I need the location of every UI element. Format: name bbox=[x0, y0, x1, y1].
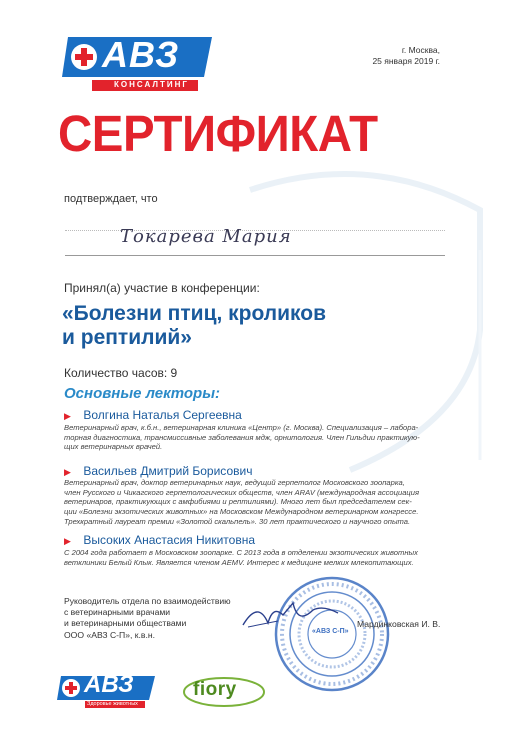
confirms-text: подтверждает, что bbox=[64, 193, 158, 205]
desc-line: Ветеринарный врач, доктор ветеринарных наук, ведущий герпетолог Московского зоопарка, bbox=[64, 478, 405, 487]
lecturer-1-description bbox=[64, 423, 449, 452]
desc-line: ции «Болезни экзотических животных» на Московском Международном ветеринарном конгрессе. bbox=[64, 507, 419, 517]
logo-subtext: КОНСАЛТИНГ bbox=[114, 80, 189, 89]
lecturer-1 bbox=[64, 406, 242, 424]
fiory-text: fiory bbox=[193, 679, 237, 700]
conference-title bbox=[62, 302, 442, 350]
lecturer-name: Высоких Анастасия Никитовна bbox=[83, 533, 256, 547]
desc-line: щих ветеринарных врачей. bbox=[64, 442, 163, 452]
lecturer-name: Волгина Наталья Сергеевна bbox=[83, 408, 242, 422]
bullet-icon: ▶ bbox=[64, 411, 71, 421]
recipient-name: Токарева Мария bbox=[120, 226, 292, 247]
desc-line: торная диагностика, трансмиссивные заболевания мдж, орнитология. Член Гильдии практикую- bbox=[64, 432, 420, 442]
bottom-logo-subtext: Здоровье животных bbox=[87, 701, 138, 707]
desc-line: член Русского и Чикагского герпетологических обществ, член ARAV (международная ассоциация bbox=[64, 487, 420, 497]
footer-line: с ветеринарными врачами bbox=[64, 607, 171, 618]
hours-text: Количество часов: 9 bbox=[64, 366, 178, 380]
city: г. Москва, bbox=[401, 45, 440, 55]
bottom-logo-text: АВЗ bbox=[84, 671, 134, 698]
desc-line: Ветеринарный врач, к.б.н., ветеринарная клиника «Центр» (г. Москва). Специализация – лабора- bbox=[64, 423, 419, 432]
date: 25 января 2019 г. bbox=[372, 56, 440, 66]
logo-text: АВЗ bbox=[102, 34, 180, 75]
lecturer-name: Васильев Дмитрий Борисович bbox=[83, 464, 253, 478]
lecturer-3 bbox=[64, 531, 255, 549]
lecturer-2-description bbox=[64, 478, 449, 527]
footer-line: ООО «АВЗ С-П», к.в.н. bbox=[64, 629, 156, 640]
desc-line: Трехкратный лауреат премии «Золотой скальпель». 30 лет практического и научного опыта. bbox=[64, 516, 411, 526]
signature bbox=[238, 595, 348, 635]
conference-title-line2: и рептилий» bbox=[62, 326, 192, 350]
avz-consulting-logo bbox=[62, 33, 217, 93]
footer-line: и ветеринарными обществами bbox=[64, 618, 187, 629]
desc-line: ветклиники Белый Клык. Является членом AEMV. Интерес к медицине мелких млекопитающих. bbox=[64, 557, 414, 567]
conference-title-line1: «Болезни птиц, кроликов bbox=[62, 302, 327, 325]
desc-line: ветеринаров, практикующих с амфибиями и рептилиями). Много лет был председателем сек- bbox=[64, 497, 412, 507]
stamp-center-text: «АВЗ С-П» bbox=[312, 628, 349, 635]
bullet-icon: ▶ bbox=[64, 536, 71, 546]
signer-name: Мардинковская И. В. bbox=[357, 619, 441, 629]
avz-bottom-logo bbox=[57, 671, 157, 715]
footer-line: Руководитель отдела по взаимодействию bbox=[64, 596, 231, 606]
lecturers-heading: Основные лекторы: bbox=[64, 385, 221, 402]
name-underline bbox=[65, 255, 445, 256]
participated-text: Принял(а) участие в конференции: bbox=[64, 281, 260, 295]
certificate-title: СЕРТИФИКАТ bbox=[58, 105, 378, 162]
signatory-title bbox=[64, 596, 244, 641]
desc-line: С 2004 года работает в Московском зоопарке. С 2013 года в отделении экзотических животных bbox=[64, 548, 418, 557]
lecturer-3-description bbox=[64, 548, 449, 567]
bullet-icon: ▶ bbox=[64, 467, 71, 477]
